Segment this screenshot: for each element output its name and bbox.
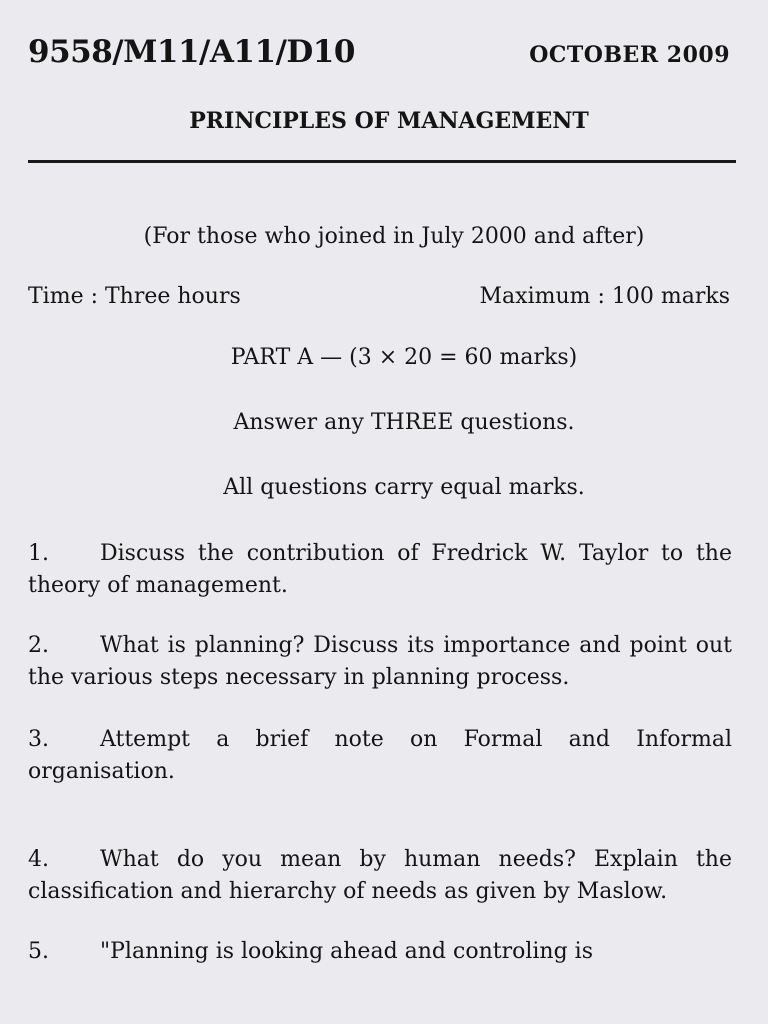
- question-text: What do you mean by human needs? Explain the classification and hierarchy of needs as given by Maslow.: [28, 847, 732, 904]
- question-item: [28, 844, 732, 908]
- paper-title: PRINCIPLES OF MANAGEMENT: [189, 108, 589, 134]
- question-item: [28, 936, 732, 968]
- question-text: "Planning is looking ahead and controling is: [100, 939, 593, 964]
- question-text: What is planning? Discuss its importance and point out the various steps necessary in planning process.: [28, 633, 732, 690]
- instruction-answer-three: Answer any THREE questions.: [233, 410, 575, 435]
- question-text: Discuss the contribution of Fredrick W. Taylor to the theory of management.: [28, 541, 732, 598]
- part-heading: PART A — (3 × 20 = 60 marks): [230, 345, 578, 370]
- title-divider: [28, 160, 736, 163]
- instruction-equal-marks: All questions carry equal marks.: [223, 475, 585, 500]
- question-item: [28, 538, 732, 602]
- exam-date: OCTOBER 2009: [529, 42, 730, 68]
- question-number: 4.: [28, 847, 49, 872]
- eligibility-note: (For those who joined in July 2000 and after): [143, 224, 645, 249]
- question-item: [28, 724, 732, 788]
- question-number: 3.: [28, 727, 49, 752]
- question-item: [28, 630, 732, 694]
- time-allowed: Time : Three hours: [28, 284, 241, 309]
- question-list: [28, 538, 732, 968]
- paper-code: 9558/M11/A11/D10: [28, 34, 355, 70]
- question-number: 1.: [28, 541, 49, 566]
- maximum-marks: Maximum : 100 marks: [479, 284, 730, 309]
- question-text: Attempt a brief note on Formal and Informal organisation.: [28, 727, 732, 784]
- question-number: 5.: [28, 939, 49, 964]
- question-number: 2.: [28, 633, 49, 658]
